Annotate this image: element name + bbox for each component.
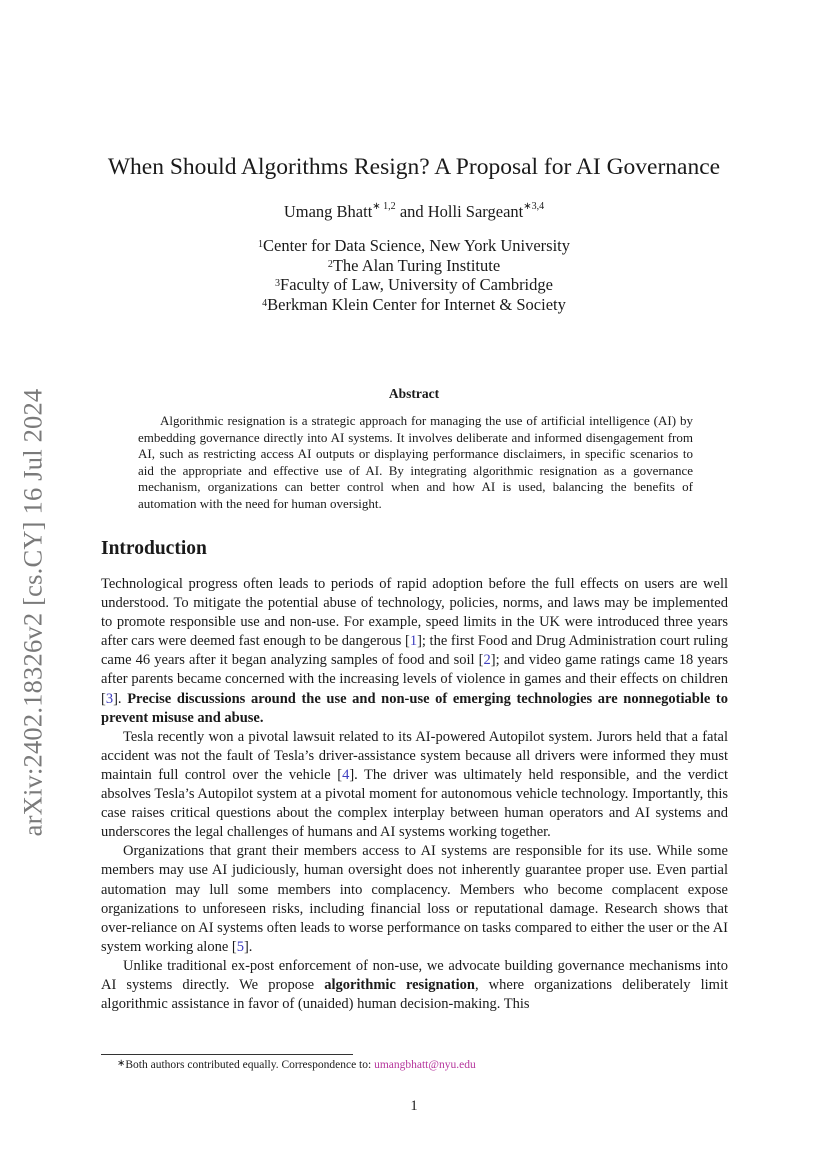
- author-marks: ∗3,4: [523, 201, 545, 212]
- footnote-mark: ∗: [117, 1058, 126, 1069]
- paragraph: [101, 728, 728, 843]
- email-link[interactable]: umangbhatt@nyu.edu: [374, 1059, 476, 1071]
- affiliation-name: Berkman Klein Center for Internet & Society: [267, 294, 566, 314]
- author-name: Holli Sargeant: [427, 202, 524, 221]
- paper-title: When Should Algorithms Resign? A Proposal for AI Governance: [107, 154, 721, 180]
- citation-link[interactable]: 1: [409, 633, 418, 650]
- affiliation-number: 3: [275, 278, 281, 289]
- affiliation: [60, 256, 768, 276]
- affiliation-name: The Alan Turing Institute: [332, 255, 501, 275]
- paragraph: [101, 842, 728, 957]
- text-run: Unlike traditional ex-post enforcement of non-use, we advocate building governance mechanisms into AI systems directly. We propose: [101, 957, 728, 993]
- affiliation-number: 2: [327, 258, 333, 270]
- author-line: [60, 202, 768, 222]
- paragraph: [101, 575, 728, 728]
- text-run: ]. The driver was ultimately held responsible, and the verdict absolves Tesla’s Autopilot system at a pivotal moment for autonomous vehicle technology. Importantly, this case raises critical questions about the complex interplay between human operators and AI systems and underscores the legal challenges of humans and AI systems working together.: [101, 766, 728, 841]
- affiliation-name: Center for Data Science, New York University: [262, 236, 570, 255]
- text-run: ].: [113, 690, 128, 707]
- affiliation: [60, 295, 768, 315]
- emphasis-text: algorithmic resignation: [324, 976, 475, 993]
- author-conjunction: and: [395, 202, 428, 221]
- citation-link[interactable]: 2: [483, 652, 491, 669]
- emphasis-text: Precise discussions around the use and non-use of emerging technologies are nonnegotiable to prevent misuse and abuse.: [101, 690, 728, 726]
- affiliation-name: Faculty of Law, University of Cambridge: [280, 275, 553, 294]
- text-run: Organizations that grant their members access to AI systems are responsible for its use. While some members may use AI judiciously, human oversight does not inherently guarantee proper use. Even partial automation may lull some members into complacency. Members who become complacent expose organizations to unforeseen risks, including financial loss or reputational damage. Research shows that over-reliance on AI systems often leads to worse performance on tasks compared to either the user or the AI system working alone [: [101, 843, 728, 955]
- affiliation: [60, 275, 768, 295]
- text-run: ].: [243, 938, 253, 955]
- body-text: [101, 575, 728, 1014]
- affiliation: [60, 236, 768, 256]
- text-run: ]; and video game ratings came 18 years after parents became concerned with the increasing levels of violence in games and their effects on children [: [101, 652, 728, 707]
- section-heading: Introduction: [101, 538, 207, 559]
- footnote-rule: [101, 1054, 353, 1055]
- page-number: 1: [410, 1098, 418, 1114]
- paragraph: [101, 957, 728, 1014]
- text-run: Tesla recently won a pivotal lawsuit related to its AI-powered Autopilot system. Jurors held that a fatal accident was not the fault of Tesla’s driver-assistance system because all drivers were informed they must maintain full control over the vehicle [: [101, 728, 728, 783]
- abstract-heading: Abstract: [388, 386, 440, 401]
- text-run: Technological progress often leads to periods of rapid adoption before the full effects on users are well understood. To mitigate the potential abuse of technology, policies, norms, and laws may be implemented to promote responsible use and non-use. For example, speed limits in the UK were introduced three years after cars were deemed fast enough to be dangerous [: [101, 576, 728, 650]
- footnote: [117, 1059, 476, 1071]
- abstract-text: Algorithmic resignation is a strategic approach for managing the use of artificial intelligence (AI) by embedding governance directly into AI systems. It involves deliberate and informed disengagement from AI, such as restricting access AI outputs or displaying performance disclaimers, in specific scenarios to aid the appropriate and effective use of AI. By integrating algorithmic resignation as a governance mechanism, organizations can better control when and how AI is used, balancing the benefits of automation with the need for human oversight.: [138, 413, 693, 511]
- text-run: , where organizations deliberately limit algorithmic assistance in favor of (unaided) human decision-making. This: [101, 976, 729, 1013]
- footnote-text: Both authors contributed equally. Correspondence to:: [125, 1059, 375, 1071]
- citation-link[interactable]: 3: [105, 690, 114, 707]
- arxiv-identifier-text: arXiv:2402.18326v2 [cs.CY] 16 Jul 2024: [17, 388, 48, 836]
- citation-link[interactable]: 4: [342, 766, 350, 783]
- author-marks: ∗ 1,2: [372, 201, 396, 212]
- affiliation-number: 1: [257, 239, 263, 250]
- arxiv-identifier: [7, 372, 59, 852]
- citation-link[interactable]: 5: [236, 938, 244, 955]
- author-name: Umang Bhatt: [283, 202, 373, 221]
- affiliation-number: 4: [262, 297, 268, 309]
- text-run: ]; the first Food and Drug Administration court ruling came 46 years after it began analyzing samples of food and soil [: [101, 633, 728, 669]
- affiliations: [60, 236, 768, 314]
